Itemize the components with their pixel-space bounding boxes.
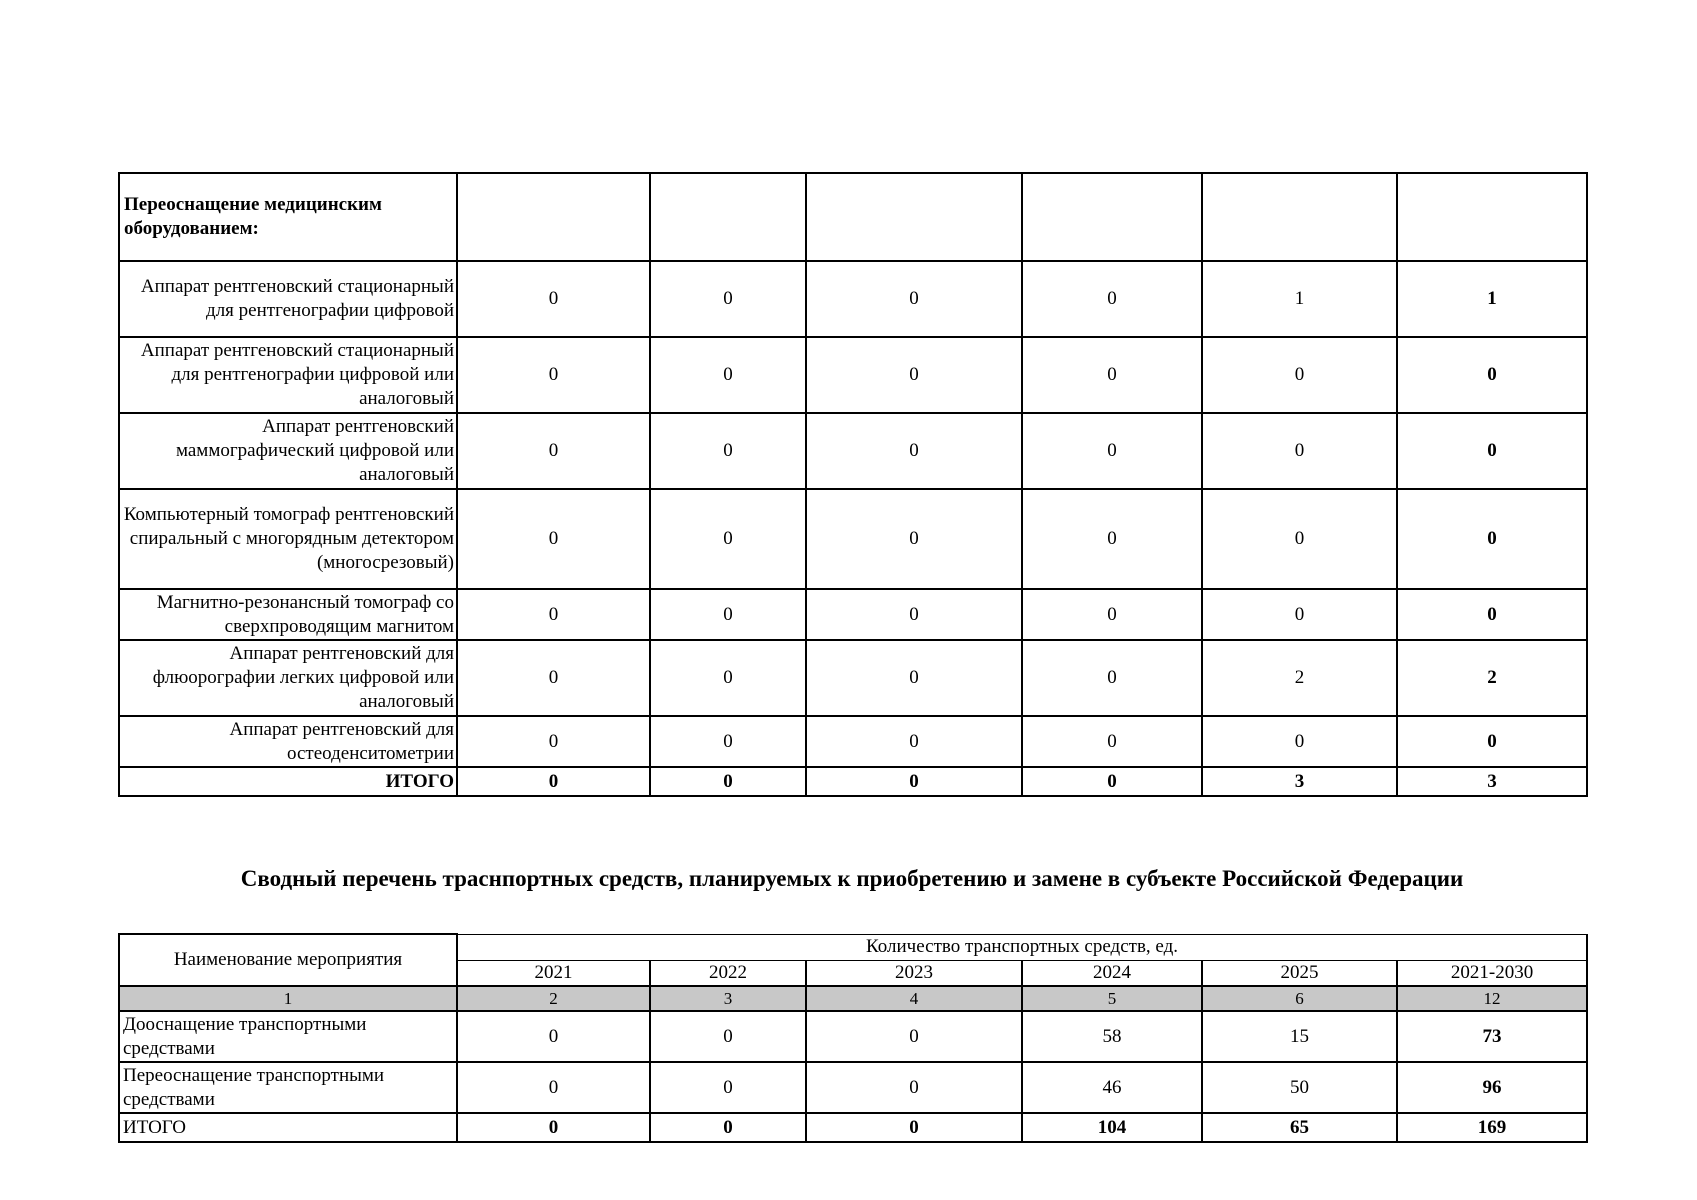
column-index: 5: [1022, 986, 1202, 1011]
cell-2021: 0: [457, 261, 650, 337]
table-row: [119, 337, 1587, 413]
equipment-name: Аппарат рентгеновский для остеоденситометрии: [119, 716, 457, 767]
cell-2024: 0: [1022, 767, 1202, 796]
cell-2022: 0: [650, 640, 806, 716]
cell-2025: 15: [1202, 1011, 1397, 1062]
cell-2021: 0: [457, 767, 650, 796]
column-index: 1: [119, 986, 457, 1011]
cell-2022: 0: [650, 1062, 806, 1113]
cell-2021: 0: [457, 640, 650, 716]
cell-2021: 0: [457, 1062, 650, 1113]
group-header: Количество транспортных средств, ед.: [457, 934, 1587, 960]
cell-total: 73: [1397, 1011, 1587, 1062]
column-index-row: [119, 986, 1587, 1011]
cell-2023: 0: [806, 489, 1022, 589]
cell-2023: 0: [806, 1062, 1022, 1113]
table-row: [119, 489, 1587, 589]
equipment-name: Аппарат рентгеновский для флюорографии легких цифровой или аналоговый: [119, 640, 457, 716]
equipment-header-row: [119, 173, 1587, 261]
column-index: 3: [650, 986, 806, 1011]
cell-2022: 0: [650, 1113, 806, 1142]
cell-2021: 0: [457, 1011, 650, 1062]
cell-total: 0: [1397, 489, 1587, 589]
total-label: ИТОГО: [119, 1113, 457, 1142]
cell-total: 3: [1397, 767, 1587, 796]
cell-2021: 0: [457, 589, 650, 640]
cell-total: 1: [1397, 261, 1587, 337]
cell-2025: 2: [1202, 640, 1397, 716]
column-index: 12: [1397, 986, 1587, 1011]
cell-2022: 0: [650, 767, 806, 796]
cell-2025: 0: [1202, 589, 1397, 640]
cell-2025: 1: [1202, 261, 1397, 337]
cell-2022: 0: [650, 589, 806, 640]
measure-name: Переоснащение транспортными средствами: [119, 1062, 457, 1113]
year-header: 2022: [650, 960, 806, 986]
table-row: [119, 640, 1587, 716]
column-index: 6: [1202, 986, 1397, 1011]
cell-2025: 3: [1202, 767, 1397, 796]
table-row: [119, 716, 1587, 767]
cell-2023: 0: [806, 640, 1022, 716]
cell-2023: 0: [806, 716, 1022, 767]
cell-2024: 0: [1022, 337, 1202, 413]
cell-2022: 0: [650, 1011, 806, 1062]
cell-total: 96: [1397, 1062, 1587, 1113]
year-header: 2021: [457, 960, 650, 986]
equipment-name: Аппарат рентгеновский стационарный для рентгенографии цифровой или аналоговый: [119, 337, 457, 413]
cell-2024: 0: [1022, 589, 1202, 640]
transport-header-row: [119, 934, 1587, 960]
cell-total: 169: [1397, 1113, 1587, 1142]
year-header: 2021-2030: [1397, 960, 1587, 986]
cell-2022: 0: [650, 337, 806, 413]
cell-total: 0: [1397, 716, 1587, 767]
cell-2024: 0: [1022, 413, 1202, 489]
equipment-section-label: Переоснащение медицинским оборудованием:: [119, 173, 457, 261]
cell-2021: 0: [457, 716, 650, 767]
section-title: Сводный перечень траснпортных средств, планируемых к приобретению и замене в субъекте Российской Федерации: [240, 866, 1464, 891]
equipment-name: Аппарат рентгеновский стационарный для рентгенографии цифровой: [119, 261, 457, 337]
equipment-name: Компьютерный томограф рентгеновский спиральный с многорядным детектором (многосрезовый): [119, 489, 457, 589]
year-header: 2025: [1202, 960, 1397, 986]
cell-2021: 0: [457, 337, 650, 413]
cell-2022: 0: [650, 489, 806, 589]
cell-2024: 46: [1022, 1062, 1202, 1113]
cell-2023: 0: [806, 261, 1022, 337]
cell-2021: 0: [457, 413, 650, 489]
cell-2022: 0: [650, 716, 806, 767]
cell-2024: 58: [1022, 1011, 1202, 1062]
equipment-name: Аппарат рентгеновский маммографический цифровой или аналоговый: [119, 413, 457, 489]
cell-2024: 0: [1022, 640, 1202, 716]
cell-2022: 0: [650, 261, 806, 337]
year-header: 2023: [806, 960, 1022, 986]
total-row: [119, 1113, 1587, 1142]
total-row: [119, 767, 1587, 796]
cell-2025: 65: [1202, 1113, 1397, 1142]
cell-2024: 0: [1022, 261, 1202, 337]
cell-total: 0: [1397, 589, 1587, 640]
cell-2021: 0: [457, 489, 650, 589]
table-row: [119, 413, 1587, 489]
year-header: 2024: [1022, 960, 1202, 986]
equipment-table: [118, 172, 1588, 797]
measure-name: Дооснащение транспортными средствами: [119, 1011, 457, 1062]
cell-2023: 0: [806, 1011, 1022, 1062]
cell-2024: 0: [1022, 716, 1202, 767]
cell-2025: 0: [1202, 413, 1397, 489]
cell-2025: 0: [1202, 489, 1397, 589]
cell-2023: 0: [806, 413, 1022, 489]
table-row: [119, 589, 1587, 640]
cell-2025: 50: [1202, 1062, 1397, 1113]
cell-2023: 0: [806, 337, 1022, 413]
column-index: 2: [457, 986, 650, 1011]
cell-2025: 0: [1202, 337, 1397, 413]
cell-2023: 0: [806, 1113, 1022, 1142]
cell-2021: 0: [457, 1113, 650, 1142]
transport-table: [118, 933, 1588, 1143]
cell-2025: 0: [1202, 716, 1397, 767]
cell-2022: 0: [650, 413, 806, 489]
cell-2023: 0: [806, 589, 1022, 640]
cell-total: 0: [1397, 337, 1587, 413]
total-label: ИТОГО: [119, 767, 457, 796]
cell-total: 2: [1397, 640, 1587, 716]
cell-2024: 0: [1022, 489, 1202, 589]
table-row: [119, 1011, 1587, 1062]
cell-2023: 0: [806, 767, 1022, 796]
name-column-header: Наименование мероприятия: [119, 934, 457, 986]
cell-total: 0: [1397, 413, 1587, 489]
table-row: [119, 1062, 1587, 1113]
cell-2024: 104: [1022, 1113, 1202, 1142]
table-row: [119, 261, 1587, 337]
equipment-name: Магнитно-резонансный томограф со сверхпроводящим магнитом: [119, 589, 457, 640]
column-index: 4: [806, 986, 1022, 1011]
